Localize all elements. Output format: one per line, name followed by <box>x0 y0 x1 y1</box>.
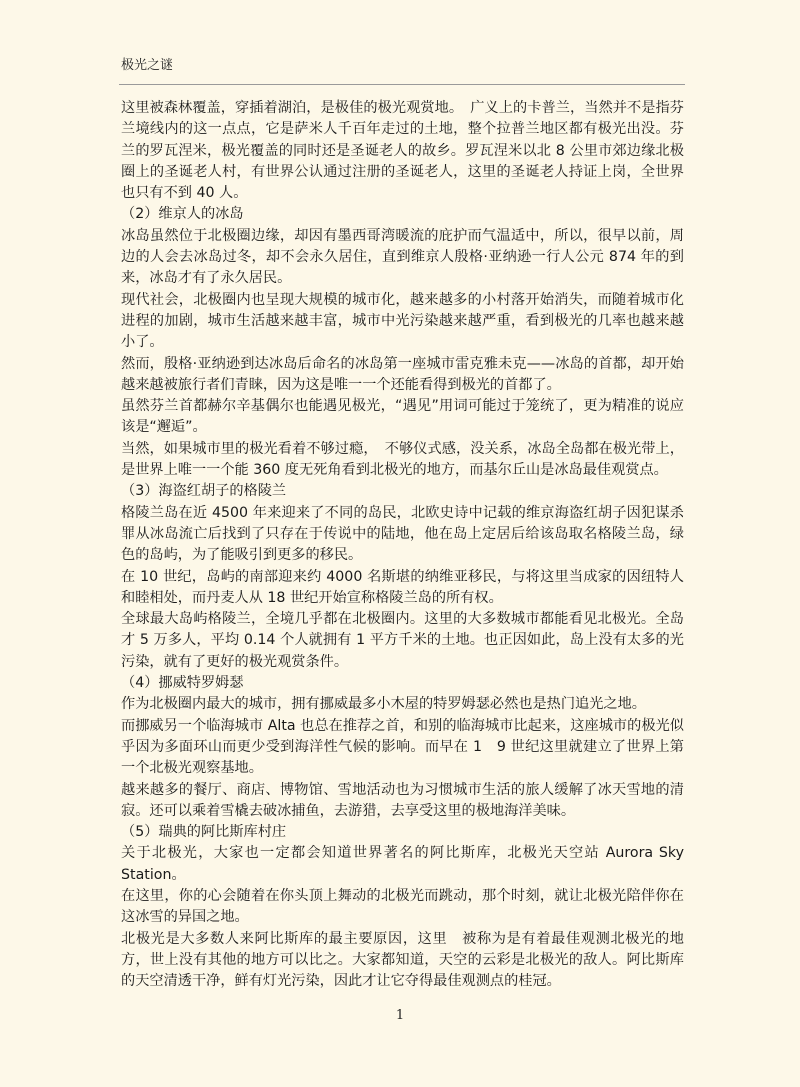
running-header: 极光之谜 <box>121 58 174 73</box>
paragraph-aurora-sky-station: 关于北极光，大家也一定都会知道世界著名的阿比斯库，北极光天空站 Aurora Sky Station。 <box>121 845 684 883</box>
paragraph-greenland-aurora: 全球最大岛屿格陵兰，全境几乎都在北极圈内。这里的大多数城市都能看见北极光。全岛才 5 万多人，平均 0.14 个人就拥有 1 平方千米的土地。也正因如此，岛上没有太多的光污染，就有了更好的极光观赏条件。 <box>121 611 684 670</box>
section-heading-iceland: （2）维京人的冰岛 <box>121 206 244 223</box>
body-text <box>121 98 684 992</box>
section-heading-greenland: （3）海盗红胡子的格陵兰 <box>121 483 287 500</box>
section-heading-abisko: （5）瑞典的阿比斯库村庄 <box>121 824 287 841</box>
paragraph-iceland-climate: 冰岛虽然位于北极圈边缘，却因有墨西哥湾暖流的庇护而气温适中，所以，很早以前，周边的人会去冰岛过冬，却不会永久居住，直到维京人殷格·亚纳逊一行人公元 874 年的到来，冰岛才有了永久居民。 <box>121 227 684 287</box>
paragraph-alta: 而挪威另一个临海城市 Alta 也总在推荐之首，和别的临海城市比起来，这座城市的极光似乎因为多面环山而更少受到海洋性气候的影响。而早在 1 9 世纪这里就建立了世界上第一个北极光观察基地。 <box>121 717 684 777</box>
paragraph-abisko-best: 北极光是大多数人来阿比斯库的最主要原因，这里 被称为是有着最佳观测北极光的地方，世上没有其他的地方可以比之。大家都知道，天空的云彩是北极光的敌人。阿比斯库的天空清透干净，鲜有灯光污染，因此才让它夺得最佳观测点的桂冠。 <box>121 930 684 990</box>
header-divider <box>119 84 685 85</box>
paragraph-reykjavik: 然而，殷格·亚纳逊到达冰岛后命名的冰岛第一座城市雷克雅未克——冰岛的首都，却开始越来越被旅行者们青睐，因为这是唯一一个还能看得到极光的首都了。 <box>121 355 684 393</box>
section-heading-tromso: （4）挪威特罗姆瑟 <box>121 675 244 692</box>
paragraph-greenland-settlers: 在 10 世纪，岛屿的南部迎来约 4000 名斯堪的纳维亚移民，与将这里当成家的因纽特人和睦相处，而丹麦人从 18 世纪开始宣称格陵兰岛的所有权。 <box>121 568 684 606</box>
paragraph-urbanization: 现代社会，北极圈内也呈现大规模的城市化，越来越多的小村落开始消失，而随着城市化进程的加剧，城市生活越来越丰富，城市中光污染越来越严重，看到极光的几率也越来越小了。 <box>121 291 684 351</box>
paragraph-heart-dances: 在这里，你的心会随着在你头顶上舞动的北极光而跳动，那个时刻，就让北极光陪伴你在这冰雪的异国之地。 <box>121 887 684 926</box>
page-number: 1 <box>395 1008 405 1023</box>
paragraph-greenland-history: 格陵兰岛在近 4500 年来迎来了不同的岛民，北欧史诗中记载的维京海盗红胡子因犯谋杀罪从冰岛流亡后找到了只存在于传说中的陆地，他在岛上定居后给该岛取名格陵兰岛，绿色的岛屿，为了能吸引到更多的移民。 <box>121 504 684 564</box>
paragraph-iceland-360: 当然，如果城市里的极光看着不够过瘾， 不够仪式感，没关系，冰岛全岛都在极光带上，是世界上唯一一个能 360 度无死角看到北极光的地方，而基尔丘山是冰岛最佳观赏点。 <box>121 440 684 479</box>
paragraph-lapland-intro: 这里被森林覆盖，穿插着湖泊，是极佳的极光观赏地。 广义上的卡普兰，当然并不是指芬兰境线内的这一点点，它是萨米人千百年走过的土地，整个拉普兰地区都有极光出没。芬兰的罗瓦涅米，极光覆盖的同时还是圣诞老人的故乡。罗瓦涅米以北 8 公里市郊边缘北极圈上的圣诞老人村，有世界公认通过注册的圣诞老人，这里的圣诞老人持证上岗，全世界也只有不到 40 人。 <box>121 100 684 202</box>
paragraph-city-life: 越来越多的餐厅、商店、博物馆、雪地活动也为习惯城市生活的旅人缓解了冰天雪地的清寂。还可以乘着雪橇去破冰捕鱼，去游猎，去享受这里的极地海洋美味。 <box>121 781 684 819</box>
paragraph-helsinki: 虽然芬兰首都赫尔辛基偶尔也能遇见极光，“遇见”用词可能过于笼统了，更为精准的说应该是“邂逅”。 <box>121 398 684 436</box>
paragraph-tromso: 作为北极圈内最大的城市，拥有挪威最多小木屋的特罗姆瑟必然也是热门追光之地。 <box>121 696 646 713</box>
